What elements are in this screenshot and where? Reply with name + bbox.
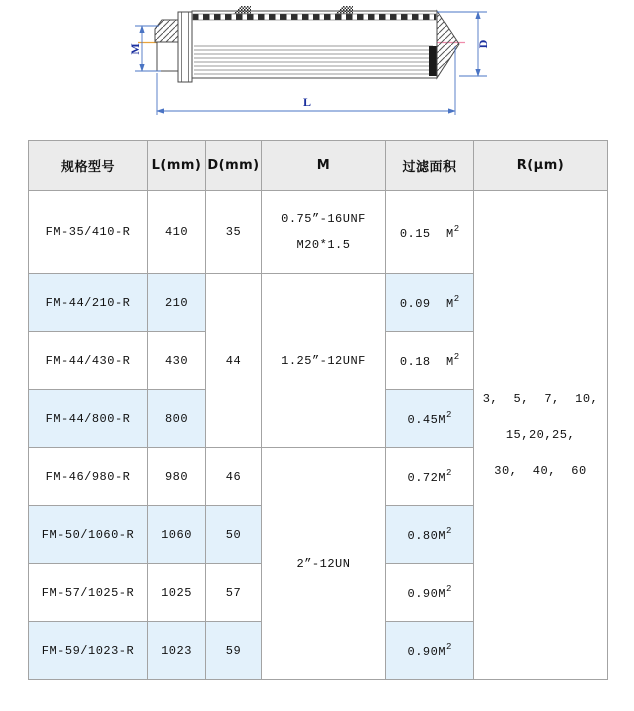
model-cell: FM-46/980-R [29,448,148,506]
filter-area-cell: $0.45M^2$ [386,390,474,448]
header-row [29,141,608,191]
column-header-model: 规格型号 [29,141,148,191]
length-cell: 1025 [148,564,206,622]
thread-cell: 2”-12UN [262,448,386,680]
dimension-D-label: D [476,39,490,49]
length-cell: 410 [148,191,206,274]
dimension-L-label: L [302,95,312,109]
diameter-cell: 57 [206,564,262,622]
filter-area-cell: $0.90M^2$ [386,622,474,680]
filter-area-cell: 0.09 $M^2$ [386,274,474,332]
spec-table [28,140,608,680]
column-header-length: L(mm) [148,141,206,191]
filter-area-cell: $0.80M^2$ [386,506,474,564]
micron-line-2: 15,20,25, [505,428,576,442]
mesh-band [193,14,436,20]
column-header-micron-rating: R(μm) [474,141,608,191]
length-cell: 980 [148,448,206,506]
end-cap-band [429,46,437,76]
mesh-patch [335,6,353,14]
thread-fitting-lower [157,42,178,71]
dimension-M-label: M [128,43,142,55]
length-cell: 1023 [148,622,206,680]
length-cell: 1060 [148,506,206,564]
filter-area-cell: $0.90M^2$ [386,564,474,622]
mesh-patch [233,6,251,14]
column-header-filter-area: 过滤面积 [386,141,474,191]
thread-cell: 1.25”-12UNF [262,274,386,448]
thread-line-1: 0.75”-16UNF [281,212,366,226]
micron-rating-cell [474,191,608,680]
diameter-cell: 46 [206,448,262,506]
model-cell: FM-50/1060-R [29,506,148,564]
diameter-cell: 59 [206,622,262,680]
model-cell: FM-44/800-R [29,390,148,448]
length-cell: 430 [148,332,206,390]
thread-fitting-hatched [155,20,178,42]
filter-area-cell: 0.18 $M^2$ [386,332,474,390]
micron-line-3: 30, 40, 60 [494,464,587,478]
length-cell: 210 [148,274,206,332]
collar [178,12,192,82]
thread-cell [262,191,386,274]
filter-body [192,11,437,78]
length-cell: 800 [148,390,206,448]
model-cell: FM-44/210-R [29,274,148,332]
column-header-thread: M [262,141,386,191]
table-row [29,191,608,274]
diameter-cell: 44 [206,274,262,448]
filter-element-diagram [115,3,505,125]
column-header-diameter: D(mm) [206,141,262,191]
micron-line-1: 3, 5, 7, 10, [482,392,599,406]
model-cell: FM-44/430-R [29,332,148,390]
thread-line-2: M20*1.5 [296,238,351,252]
technical-drawing [115,3,505,125]
filter-area-cell: $0.72M^2$ [386,448,474,506]
model-cell: FM-57/1025-R [29,564,148,622]
diameter-cell: 50 [206,506,262,564]
model-cell: FM-59/1023-R [29,622,148,680]
diameter-cell: 35 [206,191,262,274]
cone-end [437,11,459,78]
model-cell: FM-35/410-R [29,191,148,274]
filter-area-cell: 0.15 $M^2$ [386,191,474,274]
